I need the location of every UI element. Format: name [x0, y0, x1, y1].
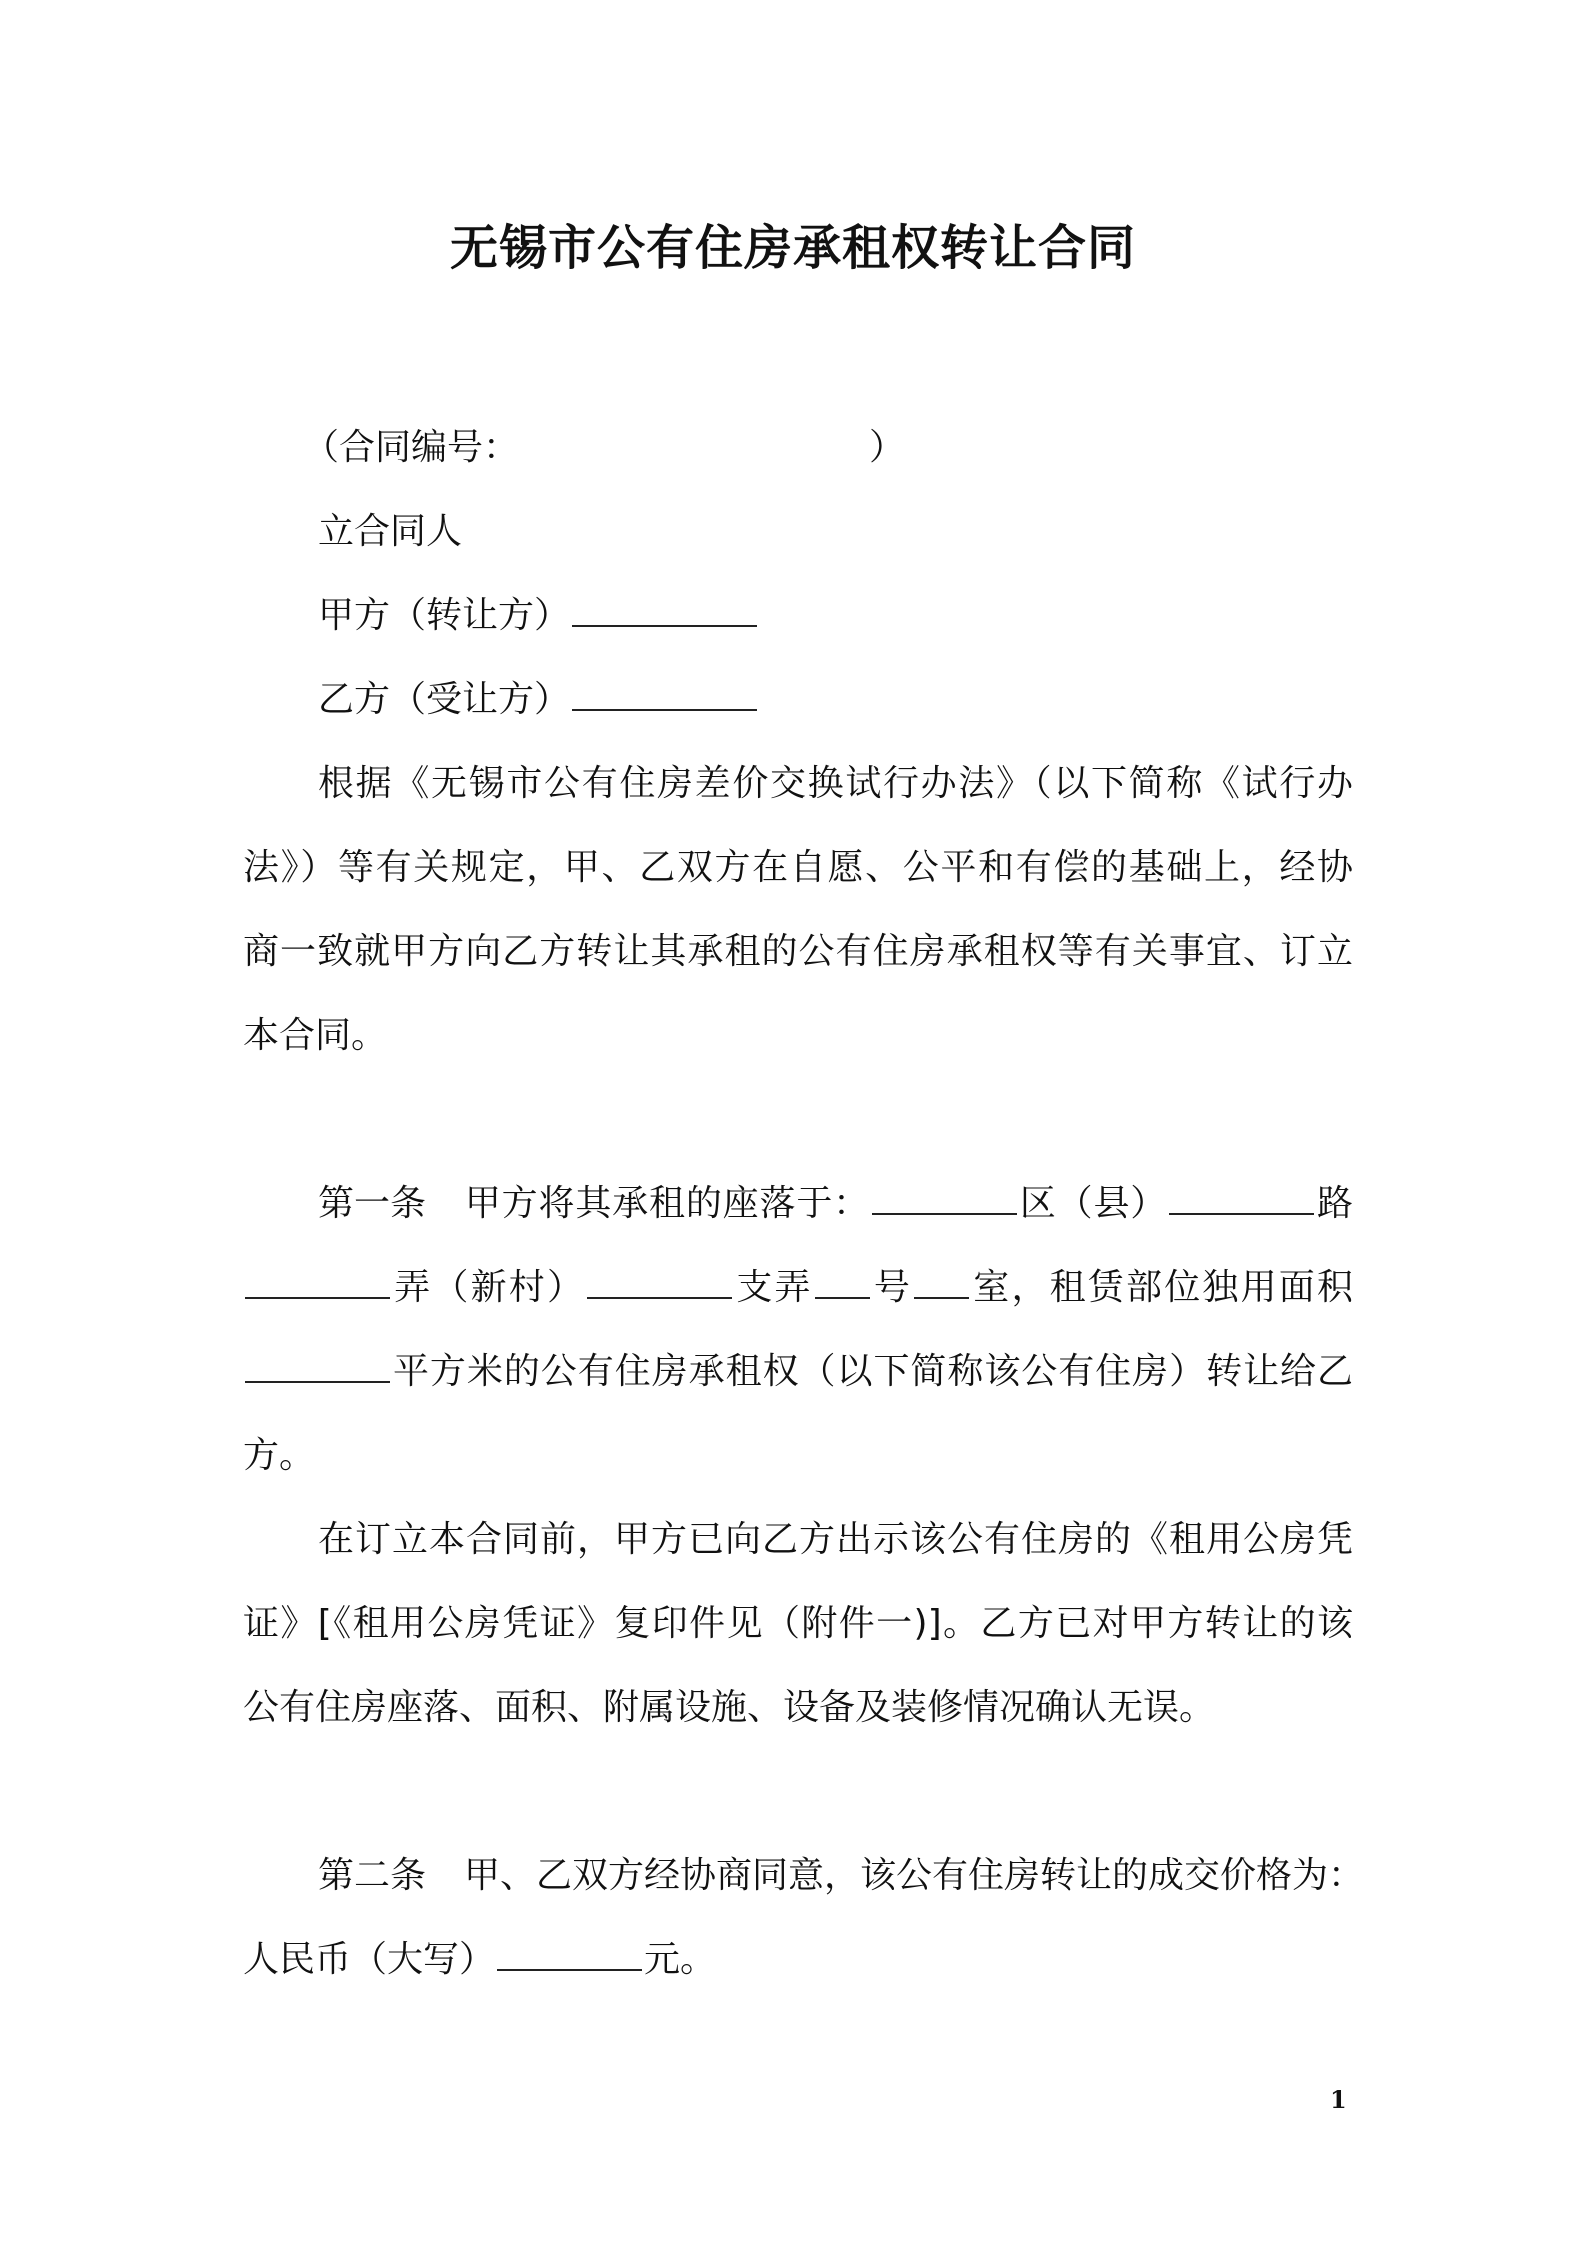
intro-line-4: 本合同。 — [243, 1015, 388, 1056]
article1-p2-line-3: 公有住房座落、面积、附属设施、设备及装修情况确认无误。 — [243, 1687, 1216, 1728]
article1-heading: 第一条 — [318, 1183, 427, 1224]
article2-text: 人民币（大写） — [243, 1939, 496, 1980]
article2-text: 甲、乙双方经协商同意，该公有住房转让的成交价格为： — [464, 1855, 1365, 1896]
intro-line-1: 根据《无锡市公有住房差价交换试行办法》（以下简称《试行办 — [318, 763, 1353, 804]
article1-text: 弄（新村） — [392, 1267, 586, 1308]
document-title: 无锡市公有住房承租权转让合同 — [449, 220, 1136, 276]
contract-number-label: （合同编号： — [303, 427, 520, 468]
article2-line-1 — [243, 1834, 1365, 1918]
article1-p2-line-2: 证》[《租用公房凭证》复印件见（附件一)]。乙方已对甲方转让的该 — [243, 1603, 1353, 1644]
area-blank — [245, 1347, 390, 1383]
article1-line-3 — [243, 1330, 1353, 1414]
party-b-blank — [572, 675, 757, 711]
district-blank — [872, 1179, 1017, 1215]
page-number: 1 — [1330, 2085, 1347, 2114]
article2-text: 元。 — [644, 1939, 717, 1980]
article1-line-4: 方。 — [243, 1435, 316, 1476]
article1-text: 甲方将其承租的座落于： — [464, 1183, 870, 1224]
contract-number-line — [243, 406, 1353, 490]
party-a-label: 甲方（转让方） — [318, 595, 571, 636]
party-a-blank — [572, 591, 757, 627]
parties-heading: 立合同人 — [318, 511, 463, 552]
intro-line-2: 法》）等有关规定，甲、乙双方在自愿、公平和有偿的基础上，经协 — [243, 847, 1353, 888]
article1-text: 区（县） — [1018, 1183, 1168, 1224]
article1-line-2 — [243, 1246, 1353, 1330]
section-spacer — [243, 1078, 1353, 1162]
article1-text: 支弄 — [734, 1267, 813, 1308]
price-blank — [497, 1935, 642, 1971]
article2-line-2 — [243, 1918, 1353, 2002]
party-b-line — [243, 658, 1353, 742]
article1-text: 平方米的公有住房承租权（以下简称该公有住房）转让给乙 — [392, 1351, 1353, 1392]
party-b-label: 乙方（受让方） — [318, 679, 571, 720]
room-blank — [914, 1263, 969, 1299]
article1-text: 室，租赁部位独用面积 — [971, 1267, 1353, 1308]
article1-line-1 — [243, 1162, 1353, 1246]
road-blank — [1169, 1179, 1314, 1215]
article1-text: 号 — [871, 1267, 913, 1308]
number-blank — [815, 1263, 870, 1299]
sub-lane-blank — [587, 1263, 732, 1299]
contract-number-close: ） — [869, 427, 906, 468]
party-a-line — [243, 574, 1353, 658]
document-body — [243, 406, 1365, 2002]
lane-blank — [245, 1263, 390, 1299]
article1-text: 路 — [1316, 1183, 1353, 1224]
article1-p2-line-1: 在订立本合同前，甲方已向乙方出示该公有住房的《租用公房凭 — [318, 1519, 1353, 1560]
section-spacer — [243, 1750, 1353, 1834]
intro-line-3: 商一致就甲方向乙方转让其承租的公有住房承租权等有关事宜、订立 — [243, 931, 1353, 972]
article2-heading: 第二条 — [318, 1855, 427, 1896]
